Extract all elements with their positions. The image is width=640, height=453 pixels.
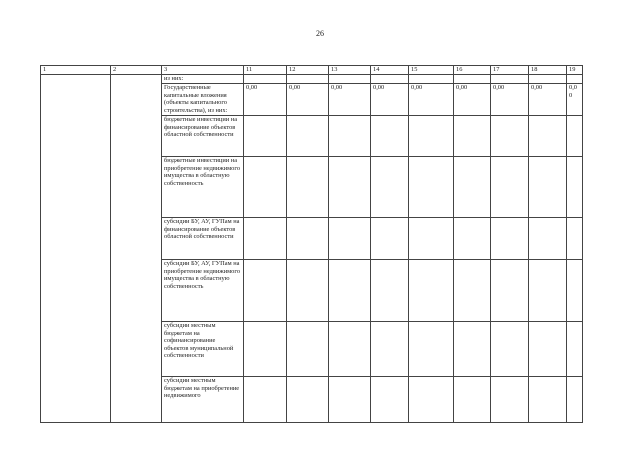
value-cell: 0,00 <box>244 84 287 116</box>
header-cell: 11 <box>244 66 287 75</box>
value-cell: 0,00 <box>454 84 491 116</box>
header-cell: 16 <box>454 66 491 75</box>
budget-table <box>40 65 583 423</box>
page-number: 26 <box>316 29 324 38</box>
row-label: бюджетные инвестиции на финансирование объектов областной собственности <box>162 116 244 157</box>
header-cell: 12 <box>287 66 329 75</box>
header-cell: 19 <box>567 66 583 75</box>
row-label: субсидии местным бюджетам на приобретение недвижимого <box>162 377 244 423</box>
value-cell: 0,00 <box>491 84 529 116</box>
row-label: субсидии местным бюджетам на софинансирование объектов муниципальной собственности <box>162 322 244 377</box>
value-cell: 0,00 <box>529 84 567 116</box>
merged-col-2 <box>111 75 162 423</box>
merged-col-1 <box>41 75 111 423</box>
header-cell: 17 <box>491 66 529 75</box>
header-cell: 3 <box>162 66 244 75</box>
header-row <box>41 66 583 75</box>
header-cell: 14 <box>371 66 409 75</box>
value-cell: 0,00 <box>329 84 371 116</box>
header-cell: 13 <box>329 66 371 75</box>
header-cell: 18 <box>529 66 567 75</box>
header-cell: 1 <box>41 66 111 75</box>
row-label: бюджетные инвестиции на приобретение недвижимого имущества в областную собственность <box>162 157 244 218</box>
header-cell: 15 <box>409 66 454 75</box>
row-label: субсидии БУ, АУ, ГУПам на приобретение недвижимого имущества в областную собственность <box>162 260 244 322</box>
row-label-iz-nih: из них: <box>162 75 244 84</box>
value-cell: 0,00 <box>567 84 583 116</box>
value-cell: 0,00 <box>409 84 454 116</box>
header-cell: 2 <box>111 66 162 75</box>
value-cell: 0,00 <box>371 84 409 116</box>
row-label-gos: Государственные капитальные вложения (объекты капитального строительства), из них: <box>162 84 244 116</box>
value-cell: 0,00 <box>287 84 329 116</box>
table-row <box>41 75 583 84</box>
row-label: субсидии БУ, АУ, ГУПам на финансирование объектов областной собственности <box>162 218 244 260</box>
